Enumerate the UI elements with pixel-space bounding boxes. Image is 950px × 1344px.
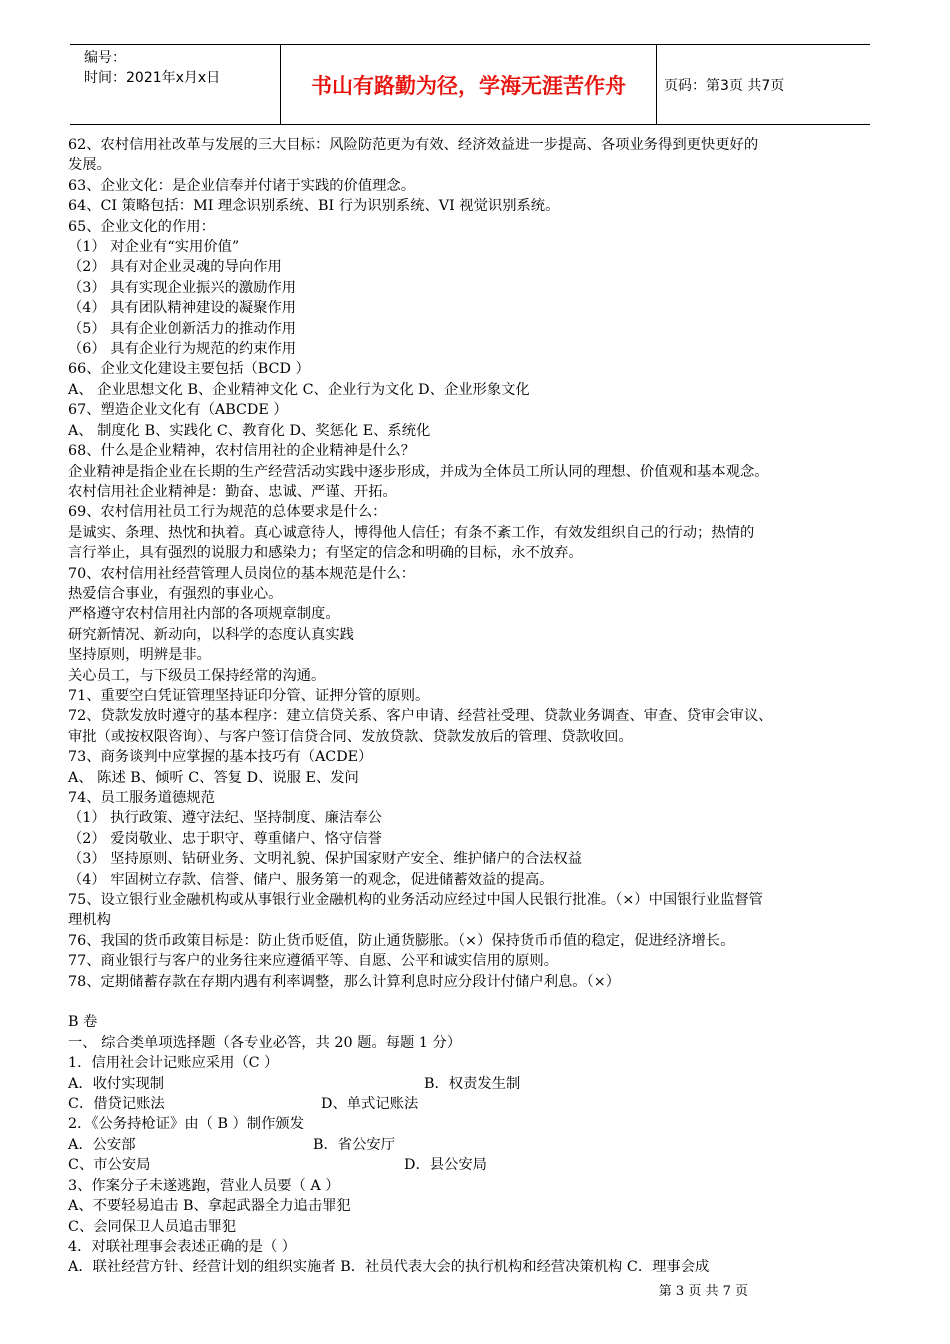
text-line: （5） 具有企业创新活力的推动作用 bbox=[68, 320, 297, 337]
text-line: 严格遵守农村信用社内部的各项规章制度。 bbox=[68, 606, 340, 623]
text-line: 是诚实、条理、热忱和执着。真心诚意待人，博得他人信任；有条不紊工作，有效发组织自己的行动；热情的 bbox=[68, 524, 755, 541]
text-line: 70、农村信用社经营管理人员岗位的基本规范是什么： bbox=[68, 565, 416, 582]
text-line: （2） 具有对企业灵魂的导向作用 bbox=[68, 259, 282, 276]
header-date: 时间：2021年x月x日 bbox=[84, 70, 221, 86]
text-line: （3） 坚持原则、钻研业务、文明礼貌、保护国家财产安全、维护储户的合法权益 bbox=[68, 851, 583, 868]
option-text: B．权责发生制 bbox=[424, 1075, 521, 1092]
options-row bbox=[68, 1094, 898, 1114]
text-line: 78、定期储蓄存款在存期内遇有利率调整，那么计算利息时应分段计付储户利息。（×） bbox=[68, 973, 621, 990]
option-text: A．公安部 bbox=[68, 1136, 136, 1153]
header-info bbox=[84, 45, 282, 127]
option-text: D、单式记账法 bbox=[321, 1096, 419, 1113]
text-line: B 卷 bbox=[68, 1014, 98, 1031]
text-line: （4） 牢固树立存款、信誉、储户、服务第一的观念，促进储蓄效益的提高。 bbox=[68, 871, 554, 888]
options-row bbox=[68, 1135, 898, 1155]
text-line: 1．信用社会计记账应采用（C ） bbox=[68, 1055, 279, 1072]
header-number: 编号： bbox=[84, 50, 126, 66]
text-line: 73、商务谈判中应掌握的基本技巧有（ACDE） bbox=[68, 749, 373, 766]
option-text: D．县公安局 bbox=[404, 1157, 487, 1174]
text-line: A、不要轻易追击 B、拿起武器全力追击罪犯 bbox=[68, 1198, 351, 1215]
text-line: 74、员工服务道德规范 bbox=[68, 790, 215, 806]
text-line: 63、企业文化：是企业信奉并付诸于实践的价值理念。 bbox=[68, 177, 416, 194]
option-text: C．借贷记账法 bbox=[68, 1096, 165, 1113]
text-line: 67、塑造企业文化有（ABCDE ） bbox=[68, 402, 288, 419]
text-line: 一、 综合类单项选择题（各专业必答，共 20 题。每题 1 分） bbox=[68, 1034, 462, 1051]
text-line: 研究新情况、新动向，以科学的态度认真实践 bbox=[68, 626, 354, 643]
text-line: （4） 具有团队精神建设的凝聚作用 bbox=[68, 300, 297, 317]
text-line: 75、设立银行业金融机构或从事银行业金融机构的业务活动应经过中国人民银行批准。（×）中国银行业监督管 bbox=[68, 892, 763, 909]
text-line: 72、贷款发放时遵守的基本程序：建立信贷关系、客户申请、经营社受理、贷款业务调查、审查、贷审会审议、 bbox=[68, 708, 773, 725]
text-line: （3） 具有实现企业振兴的激励作用 bbox=[68, 279, 297, 296]
text-line: 企业精神是指企业在长期的生产经营活动实践中逐步形成，并成为全体员工所认同的理想、价值观和基本观念。 bbox=[68, 463, 769, 480]
text-line: 坚持原则，明辨是非。 bbox=[68, 647, 211, 664]
text-line: A、 陈述 B、倾听 C、答复 D、说服 E、发问 bbox=[68, 769, 359, 786]
text-line: 62、农村信用社改革与发展的三大目标：风险防范更为有效、经济效益进一步提高、各项业务得到更快更好的 bbox=[68, 137, 759, 153]
text-line: 65、企业文化的作用： bbox=[68, 218, 215, 235]
text-line: 发展。 bbox=[68, 157, 111, 174]
text-line: 4．对联社理事会表述正确的是（ ） bbox=[68, 1238, 297, 1255]
text-line: （1） 执行政策、遵守法纪、坚持制度、廉洁奉公 bbox=[68, 810, 382, 827]
text-block-3 bbox=[68, 1176, 898, 1278]
text-line: 2．《公务持枪证》由（ B ）制作颁发 bbox=[68, 1116, 304, 1133]
page-header bbox=[70, 44, 870, 125]
text-line: （6） 具有企业行为规范的约束作用 bbox=[68, 341, 297, 358]
text-line: 热爱信合事业，有强烈的事业心。 bbox=[68, 585, 283, 602]
header-page-number: 页码：第3页 共7页 bbox=[664, 77, 785, 94]
text-line: 言行举止，具有强烈的说服力和感染力；有坚定的信念和明确的目标，永不放弃。 bbox=[68, 545, 583, 562]
text-line: 76、我国的货币政策目标是：防止货币贬值，防止通货膨胀。（×）保持货币币值的稳定，促进经济增长。 bbox=[68, 932, 735, 949]
text-line: 审批（或按权限咨询）、与客户签订信贷合同、发放贷款、贷款发放后的管理、贷款收回。 bbox=[68, 728, 633, 745]
document-body bbox=[68, 135, 898, 1278]
text-line: A．联社经营方针、经营计划的组织实施者 B．社员代表大会的执行机构和经营决策机构 C．理事会成 bbox=[68, 1259, 710, 1276]
text-line: （1） 对企业有“实用价值” bbox=[68, 239, 240, 256]
text-line: 3、作案分子未遂逃跑，营业人员要（ A ） bbox=[68, 1177, 340, 1194]
text-line: 关心员工，与下级员工保持经常的沟通。 bbox=[68, 667, 326, 684]
text-line: 71、重要空白凭证管理坚持证印分管、证押分管的原则。 bbox=[68, 687, 430, 704]
header-motto: 书山有路勤为径，学海无涯苦作舟 bbox=[280, 45, 657, 124]
text-line: A、 企业思想文化 B、企业精神文化 C、企业行为文化 D、企业形象文化 bbox=[68, 381, 530, 398]
text-block-1 bbox=[68, 135, 898, 1074]
text-line: 64、CI 策略包括：MI 理念识别系统、BI 行为识别系统、VI 视觉识别系统。 bbox=[68, 198, 560, 215]
text-line: （2） 爱岗敬业、忠于职守、尊重储户、恪守信誉 bbox=[68, 830, 382, 847]
option-text: C、市公安局 bbox=[68, 1157, 151, 1174]
options-row bbox=[68, 1074, 898, 1094]
text-line: C、会同保卫人员追击罪犯 bbox=[68, 1218, 237, 1235]
text-line: 68、什么是企业精神，农村信用社的企业精神是什么？ bbox=[68, 443, 416, 460]
page-footer: 第 3 页 共 7 页 bbox=[658, 1284, 748, 1299]
text-line: 69、农村信用社员工行为规范的总体要求是什么： bbox=[68, 504, 387, 521]
text-line: 理机构 bbox=[68, 912, 111, 929]
options-row bbox=[68, 1155, 898, 1175]
text-line: A、 制度化 B、实践化 C、教育化 D、奖惩化 E、系统化 bbox=[68, 422, 431, 439]
blank-line bbox=[68, 992, 898, 1012]
text-line: 66、企业文化建设主要包括（BCD ） bbox=[68, 361, 310, 378]
text-line: 77、商业银行与客户的业务往来应遵循平等、自愿、公平和诚实信用的原则。 bbox=[68, 953, 558, 970]
option-text: A．收付实现制 bbox=[68, 1075, 165, 1092]
text-line: 农村信用社企业精神是：勤奋、忠诚、严谨、开拓。 bbox=[68, 483, 397, 500]
option-text: B．省公安厅 bbox=[313, 1136, 395, 1153]
